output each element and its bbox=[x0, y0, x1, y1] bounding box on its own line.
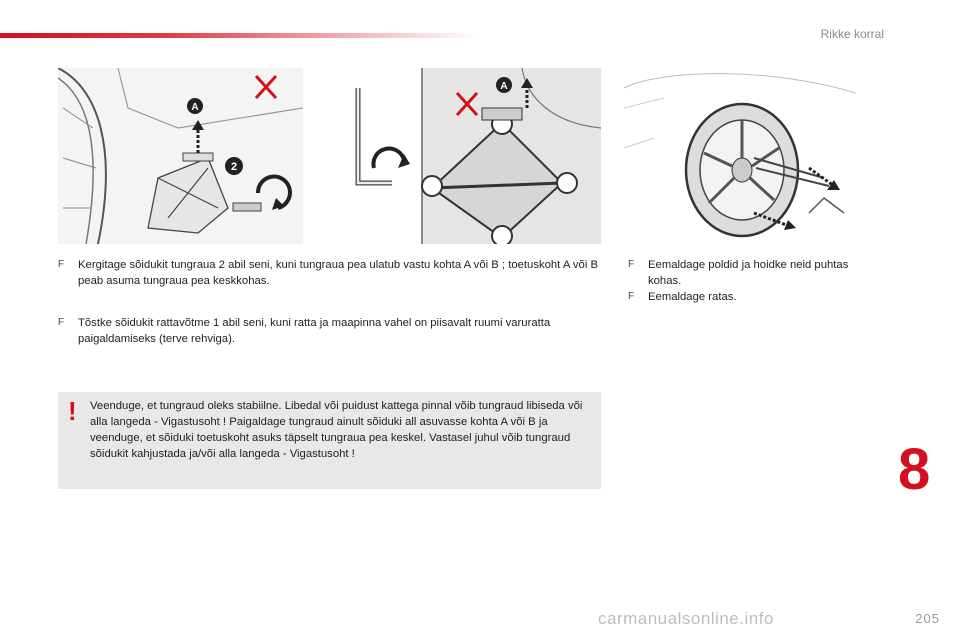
instruction-step-raise-vehicle bbox=[58, 315, 598, 347]
bullet-marker: F bbox=[628, 259, 635, 270]
section-title: Rikke korral bbox=[820, 27, 884, 41]
instruction-step-raise-to-contact bbox=[58, 257, 598, 289]
illustration-jack-under-car bbox=[58, 68, 303, 244]
watermark: carmanualsonline.info bbox=[598, 609, 774, 628]
instruction-text: Tõstke sõidukit rattavõtme 1 abil seni, kuni ratta ja maapinna vahel on piisavalt ruumi varuratta paigaldamiseks (terve rehviga). bbox=[78, 317, 551, 345]
chapter-number: 8 bbox=[898, 437, 931, 502]
label-a: A bbox=[191, 102, 199, 113]
illustration-jack-closeup bbox=[352, 68, 601, 244]
bullet-marker: F bbox=[628, 291, 635, 302]
page-number: 205 bbox=[915, 611, 940, 626]
instruction-text: Kergitage sõidukit tungraua 2 abil seni, kuni tungraua pea ulatub vastu kohta A või B ; toetuskoht A või B peab asuma tungraua pea keskkohas. bbox=[78, 259, 599, 287]
instruction-text: Eemaldage ratas. bbox=[648, 291, 737, 303]
illustration-wheel-removal bbox=[624, 68, 856, 244]
instruction-step-remove-bolts bbox=[628, 257, 878, 289]
warning-icon: ! bbox=[68, 396, 77, 426]
label-2: 2 bbox=[230, 161, 238, 173]
warning-text: Veenduge, et tungraud oleks stabiilne. Libedal või puidust kattega pinnal võib tungraud libiseda või alla langeda - Vigastusoht ! Paigaldage tungraud ainult sõiduki all asuvasse kohta A või B ja veenduge, et sõiduki toetuskoht asuks täpselt tungraua pea keskel. Vastasel juhul võib tungraud sõidukit kahjustada ja/või alla langeda - Vigastusoht ! bbox=[90, 400, 583, 460]
warning-box bbox=[58, 392, 601, 489]
instruction-text: Eemaldage poldid ja hoidke neid puhtas kohas. bbox=[648, 259, 849, 287]
bullet-marker: F bbox=[58, 317, 65, 328]
bullet-marker: F bbox=[58, 259, 65, 270]
chapter-accent-bar bbox=[0, 33, 480, 38]
label-a: A bbox=[500, 81, 508, 92]
instruction-step-remove-wheel bbox=[628, 289, 878, 305]
